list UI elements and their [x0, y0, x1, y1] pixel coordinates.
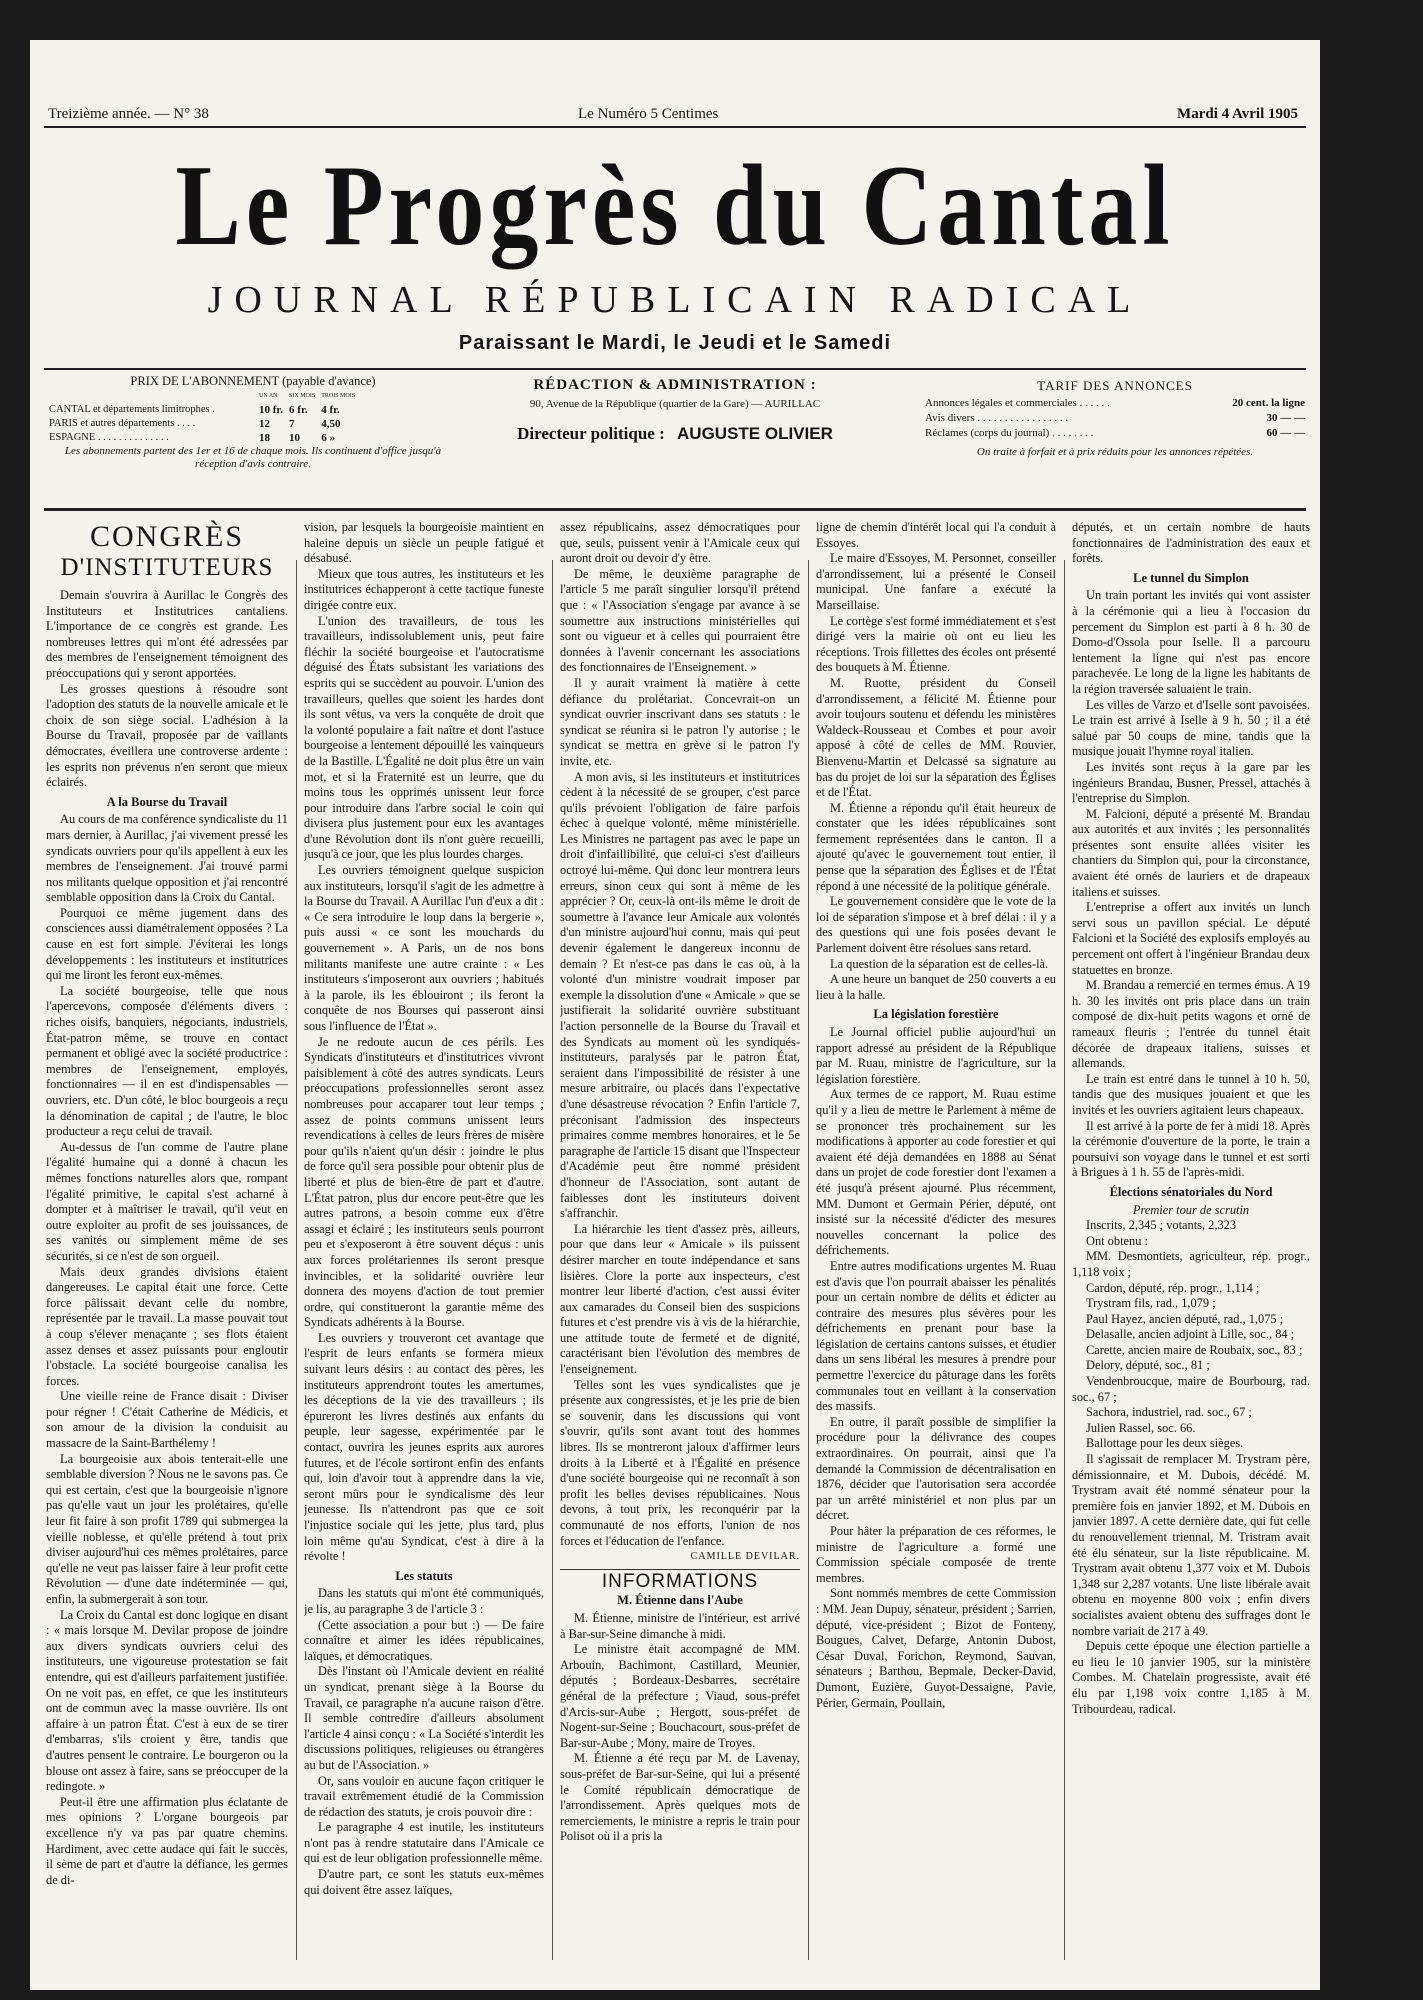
paragraph: M. Ruotte, président du Conseil d'arrondissement, a félicité M. Étienne pour avoir toujours soutenu et défendu les ministères Waldeck-Rousseau et Combes et pour avoir apposé à côté de celles de MM. Rouvier, Bienvenu-Martin et Delcassé sa signature au bas du projet de loi sur la séparation des Églises et de l'État.: [816, 675, 1056, 800]
annonce-row: [925, 396, 1305, 411]
paragraph: députés, et un certain nombre de hauts fonctionnaires de l'administration des eaux et forêts.: [1072, 520, 1310, 566]
paragraph: Les ouvriers y trouveront cet avantage que l'esprit de leurs enfants se formera mieux suivant leurs désirs : au contact des pères, les instituteurs apprendront toutes les amertumes, les déceptions de la vie des travailleurs ; ils épureront les livres destinés aux enfants du peuple, leur sagesse, expérimentée par le contact, ouvrira les jeunes esprits aux aurores futures, et de l'école sortiront enfin des enfants qui, loin d'avoir tout à apprendre dans la vie, seront mûrs pour le syndicalisme dès leur jeunesse. Ils n'attendront pas que ce soit l'injustice sociale qui les jette, plus tard, plus loin même qu'au Syndicat, c'est à dire à la révolte !: [304, 1330, 544, 1564]
top-rule: [44, 126, 1306, 128]
paragraph: Mais deux grandes divisions étaient dangereuses. Le capital était une force. Cette force pâlissait devant celle du nombre, représentée par le travail. La masse pouvait tout à coup s'élever menaçante ; ses flots étaient assez denses et assez puissants pour engloutir l'obstacle. La société bourgeoise canalisa les forces.: [46, 1264, 288, 1388]
paragraph: assez républicains, assez démocratiques pour que, seuls, puissent venir à l'Amicale ceux qui auront droit ou devoir d'y être.: [560, 520, 800, 566]
annonce-row: [925, 411, 1305, 426]
article-column-2: [304, 520, 544, 1980]
paragraph: Il s'agissait de remplacer M. Trystram père, démissionnaire, et M. Dubois, décédé. M. Trystram avait été nommé sénateur pour la première fois en janvier 1892, et M. Dubois en janvier 1897. A cette dernière date, qui fut celle du renouvellement triennal, M. Tristram avait été élu sénateur, sur la liste républicaine. M. Trystram avait obtenu 1,377 voix et M. Dubois 1,348 sur 2,287 votants. Une liste libérale avait obtenu en moyenne 800 voix ; enfin divers socialistes avaient obtenu des suffrages dont le nombre variait de 217 à 49.: [1072, 1452, 1310, 1638]
article-title: CONGRÈS: [89, 520, 245, 553]
annonces-note: On traite à forfait et à prix réduits pour les annonces répétées.: [976, 446, 1254, 458]
paragraph: De même, le deuxième paragraphe de l'article 5 me paraît singulier lorsqu'il prétend que : « l'Association s'engage par avance à se soumettre aux instructions ministérielles qui sont ou vigueur et à celles qui pourraient être données à l'avenir concernant les associations des fonctionnaires de l'Enseignement. »: [560, 566, 800, 675]
issue-number: Treizième année. — N° 38: [48, 106, 209, 122]
paragraph: Depuis cette époque une élection partielle a eu lieu le 10 janvier 1905, sur la ministère Combes. M. Chatelain progressiste, avait été élu par 1,198 voix contre 1,185 à M. Tribourdeau, radical.: [1072, 1639, 1310, 1716]
paragraph: Sont nommés membres de cette Commission : MM. Jean Dupuy, sénateur, président ; Sarrien, député, vice-président ; Bizot de Fonteny, Bougues, Calvet, Defarge, Antonin Dubost, César Duval, Forichon, Reymond, Sauvan, sénateurs ; Barthou, Bepmale, Decker-David, Dumont, Euzière, Guyot-Dessaigne, Pavie, Périer, Germain, Poullain,: [816, 1586, 1056, 1710]
result-line: Delasalle, ancien adjoint à Lille, soc., 84 ;: [1086, 1327, 1295, 1342]
paragraph: Le cortège s'est formé immédiatement et s'est dirigé vers la mairie où ont eu lieu les réceptions. Trois fillettes des écoles ont présenté des bouquets à M. Étienne.: [816, 613, 1056, 675]
masthead-rule: [44, 368, 1306, 370]
annonce-label: Réclames (corps du journal) . . . . . . . .: [925, 427, 1094, 439]
paragraph: Pour hâter la préparation de ces réformes, le ministre de l'agriculture a formé une Commission spéciale composée de trente membres.: [816, 1524, 1056, 1585]
annonces-title: TARIF DES ANNONCES: [1037, 378, 1193, 393]
director-label: Directeur politique :: [517, 424, 665, 443]
article-title-2: D'INSTITUTEURS: [60, 554, 274, 581]
section-heading: Élections sénatoriales du Nord: [1109, 1184, 1273, 1199]
annonce-label: Avis divers . . . . . . . . . . . . . . . . .: [925, 412, 1069, 424]
result-line: MM. Desmontiets, agriculteur, rép. progr., 1,118 voix ;: [1072, 1249, 1310, 1279]
price-value: 18: [259, 432, 270, 444]
price-label: ESPAGNE . . . . . . . . . . . . . .: [49, 432, 169, 443]
result-line: Sachora, industriel, rad. soc., 67 ;: [1086, 1405, 1252, 1420]
price-value: 12: [259, 418, 270, 430]
paragraph: L'entreprise a offert aux invités un lunch servi sous un pavillon spécial. Le député Falcioni et la Société des explosifs employés au percement ont offert à l'ingénieur Brandau deux statuettes en bronze.: [1072, 900, 1310, 977]
paragraph: Il est arrivé à la porte de fer à midi 18. Après la cérémonie d'ouverture de la porte, le train a poursuivi son voyage dans le tunnel et est sorti à Brigues à 1 h. 55 de l'après-midi.: [1072, 1118, 1310, 1180]
col-head: SIX MOIS: [289, 393, 316, 399]
paragraph: En outre, il paraît possible de simplifier la procédure pour la délivrance des coupes extraordinaires. On pourrait, ainsi que l'a demandé la Commission de décentralisation en 1876, décider que l'autorisation sera accordée par un arrêté ministériel et non plus par un décret.: [816, 1414, 1056, 1523]
header-bottom-rule: [44, 508, 1306, 511]
price-value: 4,50: [321, 418, 341, 430]
price-label: PARIS et autres départements . . . .: [49, 418, 196, 429]
price-row: [46, 417, 358, 431]
paragraph: Au-dessus de l'un comme de l'autre plane l'égalité humaine qui a donné à chacun les mêmes fonctions naturelles alors que, rompant l'égalité primitive, le capital s'est acharné à dompter et à maîtriser le travail, qu'il veut en outre exploiter au profit de ses jouissances, de ses vanités ou simplement même de ses sécurités, si ce n'est de son orgueil.: [46, 1139, 288, 1263]
informations-heading: INFORMATIONS: [560, 1569, 800, 1590]
column-rule: [808, 560, 809, 1960]
price-row: [46, 403, 358, 417]
subscription-note: Les abonnements partent des 1er et 16 de chaque mois. Ils continuent d'office jusqu'à réception d'avis contraire.: [64, 445, 442, 470]
section-heading: M. Étienne dans l'Aube: [617, 1593, 743, 1608]
paragraph: La bourgeoisie aux abois tenterait-elle une semblable diversion ? Nous ne le savons pas. Ce qui est certain, c'est que la bourgeoisie n'ignore pas qu'elle vaut un jour les prolétaires, qu'elle leur fit faire à son profit 1789 qui submergea la vieille noblesse, et qu'elle prétend à tout prix diviser aujourd'hui ces mêmes prolétaires, parce qu'elle ne veut pas laisser faire à leur profit cette Révolution — d'une date indéterminée — qui, enfin, la submergerait à son tour.: [46, 1451, 288, 1606]
article-column-1: [46, 520, 288, 1940]
paragraph: M. Falcioni, député a présenté M. Brandau aux autorités et aux invités ; les personnalités présentes sont ensuite allées visiter les chantiers du Simplon qui, pour la circonstance, avaient été ornés de lauriers et de drapeaux italiens et suisses.: [1072, 806, 1310, 899]
price-value: 7: [289, 418, 295, 430]
result-line: Julien Rassel, soc. 66.: [1086, 1420, 1196, 1435]
paragraph: La hiérarchie les tient d'assez près, ailleurs, pour que dans leur « Amicale » ils puissent désirer marcher en toute indépendance et sans lisières. Clore la porte aux inspecteurs, c'est montrer leur liberté d'action, c'est aussi éviter aux camarades du Conseil bien des suspicions futures et c'est prendre vis à vis de la hiérarchie, une attitude toute de fermeté et de dignité, caractérisant bien l'évolution des membres de l'enseignement.: [560, 1221, 800, 1377]
article-column-4: [816, 520, 1056, 1980]
paragraph: Il y aurait vraiment là matière à cette défiance du prolétariat. Concevrait-on un syndicat ouvrier inscrivant dans ses statuts : le syndicat se réunira si le patron l'y autorise ; le syndicat se mettra en grève si le patron l'y invite, etc.: [560, 675, 800, 768]
paragraph: A une heure un banquet de 250 couverts a eu lieu à la halle.: [816, 972, 1056, 1002]
paragraph: M. Étienne a répondu qu'il était heureux de constater que les idées républicaines sont fermement représentées dans le canton. Il a ajouté qu'avec le gouvernement tout entier, il pense que la séparation des Églises et de l'État répond à une nécessité de la politique générale.: [816, 800, 1056, 893]
price-value: 4 fr.: [321, 404, 340, 416]
paragraph: Demain s'ouvrira à Aurillac le Congrès des Instituteurs et Institutrices cantaliens. L'importance de ce congrès est grande. Les nombreuses lettres qui m'ont été adressées par des membres de l'enseignement témoignent des préoccupations qui y seront apportées.: [46, 588, 288, 680]
redaction-address: 90, Avenue de la République (quartier de la Gare) — AURILLAC: [529, 398, 821, 410]
paragraph: La Croix du Cantal est donc logique en disant : « mais lorsque M. Devilar propose de joindre aux divers syndicats ouvriers celui des instituteurs, une vigoureuse protestation se fait entendre, qui est d'ailleurs parfaitement justifiée. On ne voit pas, en effet, ce que les instituteurs ont de commun avec la masse ouvrière. Ils ont affaire à un patron État. C'est à eux de se tirer d'embarras, s'ils croient y être, tandis que d'autres pensent le contraire. Le bourgeron ou la blouse ont assez à faire, sans se préoccuper de la redingote. »: [46, 1607, 288, 1794]
paragraph: Le gouvernement considère que le vote de la loi de séparation s'impose et à bref délai : il y a des questions qui une fois posées devant le Parlement doivent être résolues sans retard.: [816, 894, 1056, 956]
paragraph: Aux termes de ce rapport, M. Ruau estime qu'il y a lieu de mettre le Parlement à même de se prononcer très prochainement sur les modifications à apporter au code forestier et qui avaient été déjà demandées en 1888 au Sénat dans un projet de code forestier dont l'examen a été jusqu'à présent ajourné. Plus récemment, MM. Dumont et Germain Périer, député, ont insisté sur la nécessité d'édicter des mesures nouvelles concernant la police des défrichements.: [816, 1087, 1056, 1258]
paragraph: Or, sans vouloir en aucune façon critiquer le travail extrêmement étudié de la Commission de rédaction des statuts, je crois pouvoir dire :: [304, 1773, 544, 1819]
result-line: Delory, député, soc., 81 ;: [1086, 1358, 1210, 1373]
article-column-3: [560, 520, 800, 1980]
director-line: [475, 426, 875, 441]
result-line: Trystram fils, rad., 1,079 ;: [1086, 1296, 1216, 1311]
paragraph: Pourquoi ce même jugement dans des consciences aussi diamétralement opposées ? La cause en est fort simple. J'éviterai les longs développements : les instituteurs et institutrices qui me liront les feront eux-mêmes.: [46, 905, 288, 983]
section-heading: La législation forestière: [873, 1007, 999, 1022]
redaction-title: RÉDACTION & ADMINISTRATION :: [533, 377, 817, 393]
section-subheading: Premier tour de scrutin: [1132, 1202, 1250, 1217]
paragraph: L'union des travailleurs, de tous les travailleurs, indissolublement unis, peut faire fléchir la société bourgeoise et l'autocratisme déguisé des États subsistant les variations des esprits qui se succèdent au pouvoir. L'union des travailleurs, quelles que soient les hardes dont ils sont vêtus, va vers la conquête de droit que la volonté populaire a fait naître et dont l'astuce bourgeoise a lentement dépouillé les vainqueurs de la Bastille. L'Égalité ne doit plus être un vain mot, et si la Fraternité est un leurre, que du moins tous les opprimés unissent leur force pour introduire dans l'arbre social le coin qui divisera plus justement pour eux les avantages d'une Révolution dont ils n'ont guère recueilli, jusqu'à ce jour, que les plus lourdes charges.: [304, 613, 544, 862]
paragraph: Le train est entré dans le tunnel à 10 h. 50, tandis que des musiques jouaient et que les invités et les ouvriers agitaient leurs chapeaux.: [1072, 1071, 1310, 1117]
paragraph: Un train portant les invités qui vont assister à la cérémonie qui a lieu à l'occasion du percement du Simplon est parti à 8 h. 30 de Domo-d'Ossola pour Iselle. Il a parcouru lentement la ligne qui n'est pas encore parachevée. Le long de la ligne les habitants de la région traversée saluaient le train.: [1072, 588, 1310, 696]
result-line: Cardon, député, rép. progr., 1,114 ;: [1086, 1280, 1260, 1295]
price-label: CANTAL et départements limitrophes .: [49, 404, 215, 415]
paragraph: Dès l'instant où l'Amicale devient en réalité un syndicat, prenant siège à la Bourse du Travail, ce paragraphe n'a aucune raison d'être. Il semble contredire d'ailleurs absolument l'article 4 ainsi conçu : « La Société s'interdit les discussions politiques, religieuses ou étrangères au but de l'Association. »: [304, 1664, 544, 1772]
paragraph: Le Journal officiel publie aujourd'hui un rapport adressé au président de la République par M. Ruau, ministre de l'agriculture, sur la législation forestière.: [816, 1025, 1056, 1086]
paragraph: Mieux que tous autres, les instituteurs et les institutrices échapperont à cette tactique funeste dirigée contre eux.: [304, 566, 544, 612]
paragraph: D'autre part, ce sont les statuts eux-mêmes qui doivent être assez laïques,: [304, 1867, 544, 1897]
paragraph: Au cours de ma conférence syndicaliste du 11 mars dernier, à Aurillac, j'ai vivement pressé les syndicats ouvriers pour qu'ils appellent à eux les membres de l'enseignement. J'ai trouvé parmi nos militants quelque opposition et j'ai rencontré semblable opposition dans la Croix du Cantal.: [46, 812, 288, 905]
result-line: Paul Hayez, ancien député, rad., 1,075 ;: [1086, 1311, 1284, 1326]
paragraph: La société bourgeoise, telle que nous l'apercevons, composée d'éléments divers : riches oisifs, banquiers, négociants, industriels, État-patron même, se trouve en contact permanent et obligé avec la société productrice : membres de l'enseignement, employés, fonctionnaires — il en est d'indispensables — ouvriers, etc. D'un côté, le bloc bourgeois a reçu la dénomination de capital ; de l'autre, le bloc producteur a reçu celui de travail.: [46, 983, 288, 1139]
article-column-5: [1072, 520, 1310, 1980]
paragraph: A mon avis, si les instituteurs et institutrices cèdent à la nécessité de se grouper, c'est parce qu'ils prévoient l'obligation de faire parfois échec à quelque volonté, même ministérielle. Les Ministres ne partagent pas avec le pape un droit d'infaillibilité, que celui-ci s'est d'ailleurs octroyé lui-même. Qui donc leur montrera leurs erreurs, sinon ceux qui sont à même de les apprécier ? Or, ceux-là ont-ils même le droit de soumettre à l'avance leur Amicale aux volontés d'un ministre aujourd'hui connu, mais qui peut devenir également le dangereux inconnu de demain ? Et n'est-ce pas dans le cas où, à la volonté d'un ministre voudrait imposer par exemple la dissolution d'une « Amicale » que se justifierait la solidarité ouvrière substituant l'action personnelle de la Bourse du Travail et des Syndicats au moment où les syndiqués-instituteurs, paralysés par le patron État, seraient dans l'impossibilité de résister à une mesure arbitraire, ou placés dans l'expectative d'une désastreuse révocation ? Enfin l'article 7, préconisant l'admission des inspecteurs primaires comme membres honoraires, et le 5e paragraphe de l'article 15 disant que l'Inspecteur d'Académie peut être nommé président d'honneur de l'Association, sont autant de faiblesses dont les instituteurs doivent s'affranchir.: [560, 769, 800, 1221]
col-head: UN AN: [259, 393, 278, 399]
paragraph: Entre autres modifications urgentes M. Ruau est d'avis que l'on pourrait abaisser les pénalités pour un certain nombre de délits et édicter au contraire des mesures plus sévères pour les défrichements en prenant pour base la législation de certains cantons suisses, et étudier dans un sens libéral les mesures à prendre pour permettre l'exercice du pâturage dans les forêts communales tout en veillant à la conservation des massifs.: [816, 1258, 1056, 1414]
paragraph: Telles sont les vues syndicalistes que je présente aux congressistes, et je les prie de bien se souvenir, dans les discussions qui vont s'ouvrir, qu'ils sont avant tout des hommes libres. Ils se montreront jaloux d'affirmer leurs droits à la Liberté et à l'Égalité en présence d'une société bourgeoise qui ne reconnaît à son profit les belles devises républicaines. Nous devons, à tout prix, les reconquérir par la communauté de nos efforts, l'union de nos forces et l'éducation de l'enfance.: [560, 1377, 800, 1548]
subscription-box: [44, 374, 462, 471]
paragraph: Les villes de Varzo et d'Iselle sont pavoisées. Le train est arrivé à Iselle à 9 h. 50 ; il a été salué par 50 coups de mine, tandis que la musique jouait l'hymne royal italien.: [1072, 697, 1310, 759]
column-rule: [296, 560, 297, 1960]
paragraph: Les ouvriers témoignent quelque suspicion aux instituteurs, lorsqu'il s'agit de les admettre à la Bourse du Travail. A Aurillac l'un d'eux a dit : « Ce sera introduire le loup dans la bergerie », puis aussi « ce sont les mouchards du gouvernement ». A Paris, un de nos bons militants manifeste une autre crainte : « Les instituteurs s'imposeront aux ouvriers ; habitués à la parole, ils les éblouiront ; ils feront la conquête de nos Bourses qui passeront ainsi sous l'influence de l'État ».: [304, 863, 544, 1033]
annonce-label: Annonces légales et commerciales . . . . . .: [925, 397, 1110, 409]
price-row: [46, 431, 358, 445]
price-value: 10 fr.: [259, 404, 284, 416]
annonce-price: 30 — —: [1266, 412, 1305, 424]
newspaper-page: [30, 40, 1320, 1990]
redaction-box: [475, 378, 875, 441]
column-rule: [552, 560, 553, 1960]
column-rule: [1064, 560, 1065, 1960]
section-heading: Les statuts: [395, 1568, 453, 1583]
paragraph: Les invités sont reçus à la gare par les ingénieurs Brandau, Busner, Pressel, attachés à l'entreprise du Simplon.: [1072, 759, 1310, 806]
paragraph: Le maire d'Essoyes, M. Personnet, conseiller d'arrondissement, lui a présenté le Conseil municipal. Une fanfare a exécuté la Marseillaise.: [816, 551, 1056, 612]
result-line: Carette, ancien maire de Roubaix, soc., 83 ;: [1086, 1342, 1303, 1357]
section-heading: A la Bourse du Travail: [106, 794, 228, 809]
price-value: 6 »: [321, 432, 335, 444]
paragraph: Inscrits, 2,345 ; votants, 2,323: [1086, 1218, 1237, 1233]
article-signature: CAMILLE DEVILAR.: [690, 1551, 800, 1563]
subscription-title: PRIX DE L'ABONNEMENT (payable d'avance): [130, 374, 376, 388]
paragraph: Le paragraphe 4 est inutile, les instituteurs n'ont pas à rendre statutaire dans l'Amicale ce qui est de leur obligation professionnelle même.: [304, 1820, 544, 1866]
paragraph: La question de la séparation est de celles-là.: [830, 956, 1049, 971]
paragraph: M. Étienne, ministre de l'intérieur, est arrivé à Bar-sur-Seine dimanche à midi.: [560, 1610, 800, 1641]
price-value: 6 fr.: [289, 404, 308, 416]
masthead-title: Le Progrès du Cantal: [175, 142, 1175, 270]
paragraph: ligne de chemin d'intérêt local qui l'a conduit à Essoyes.: [816, 520, 1056, 550]
paragraph: Le ministre était accompagné de MM. Arbouin, Bachimont, Castillard, Meunier, députés ; Bordeaux-Desbarres, secrétaire général de la préfecture ; Viaud, sous-préfet d'Arcis-sur-Aube ; Hergott, sous-préfet de Nogent-sur-Seine ; Bouchacourt, sous-préfet de Bar-sur-Aube ; Mony, maire de Troyes.: [560, 1642, 800, 1750]
paragraph: Ont obtenu :: [1086, 1233, 1148, 1248]
publication-frequency: Paraissant le Mardi, le Jeudi et le Samedi: [458, 332, 892, 354]
paragraph: M. Brandau a remercié en termes émus. A 19 h. 30 les invités ont pris place dans un train composé de dix-huit petits wagons et orné de rameaux fleuris ; l'entrée du tunnel était décorée de drapeaux italiens, suisses et allemands.: [1072, 978, 1310, 1071]
paragraph: M. Étienne a été reçu par M. de Lavenay, sous-préfet de Bar-sur-Seine, qui lui a présenté le Comité républicain démocratique de l'arrondissement. Après quelques mots de remerciements, le ministre a repris le train pour Polisot où il a pris la: [560, 1751, 800, 1844]
masthead-subtitle: JOURNAL RÉPUBLICAIN RADICAL: [207, 279, 1143, 321]
paragraph: Une vieille reine de France disait : Diviser pour régner ! C'était Catherine de Médicis, et son amour de la division la conduisit au massacre de la Saint-Barthélemy !: [46, 1389, 288, 1451]
issue-price: Le Numéro 5 Centimes: [578, 106, 719, 122]
price-value: 10: [289, 432, 301, 444]
section-heading: Le tunnel du Simplon: [1133, 570, 1249, 585]
paragraph: Les grosses questions à résoudre sont l'adoption des statuts de la nouvelle amicale et le choix de son siège social. L'adhésion à la Bourse du Travail, proposée par de vaillants démocrates, éveillera une controverse ardente : les esprits non prévenus n'en seront que mieux éclairés.: [46, 681, 288, 790]
annonces-box: [925, 378, 1305, 460]
result-line: Vendenbroucque, maire de Bourbourg, rad. soc., 67 ;: [1072, 1374, 1310, 1404]
col-head: TROIS MOIS: [321, 393, 356, 399]
paragraph: Dans les statuts qui m'ont été communiqués, je lis, au paragraphe 3 de l'article 3 :: [304, 1586, 544, 1616]
annonce-price: 20 cent. la ligne: [1232, 397, 1305, 409]
paragraph: Je ne redoute aucun de ces périls. Les Syndicats d'instituteurs et d'institutrices vivront paisiblement à côté des autres syndicats. Leurs préoccupations professionnelles seront assez nombreuses pour accaparer tout leur temps ; assez de points communs unissent leurs revendications à celles de leurs frères de misère pour qu'ils n'aient qu'un désir : joindre le plus de force qu'il sera possible pour obtenir plus de liberté et plus de bien-être de part et d'autre. L'État patron, plus dur encore peut-être que les autres patrons, a besoin comme eux d'être assagi et éclairé ; les instituteurs seuls pourront peu et s'exposeront à être souvent déçus : unis aux forces prolétariennes ils seront presque invincibles, et la solidarité ouvrière leur donnera des moyens d'action de tout premier ordre, qui constitueront la garantie même des Syndicats adhérents à la Bourse.: [304, 1034, 544, 1330]
paragraph: Peut-il être une affirmation plus éclatante de mes opinions ? L'organe bourgeois par excellence n'y va pas par quatre chemins. Hardiment, avec cette audace qui fait le succès, il sème de part et d'autre la défiance, les germes de di-: [46, 1794, 288, 1887]
annonce-row: [925, 426, 1305, 441]
issue-date: Mardi 4 Avril 1905: [1177, 106, 1298, 122]
paragraph: (Cette association a pour but :) — De faire connaître et aimer les idées républicaines, laïques, et démocratiques.: [304, 1617, 544, 1663]
paragraph: vision, par lesquels la bourgeoisie maintient en haleine depuis un siècle un peuple fatigué et désabusé.: [304, 520, 544, 566]
annonce-price: 60 — —: [1266, 427, 1305, 439]
director-name: AUGUSTE OLIVIER: [677, 424, 833, 443]
result-line: Ballottage pour les deux sièges.: [1086, 1436, 1244, 1451]
